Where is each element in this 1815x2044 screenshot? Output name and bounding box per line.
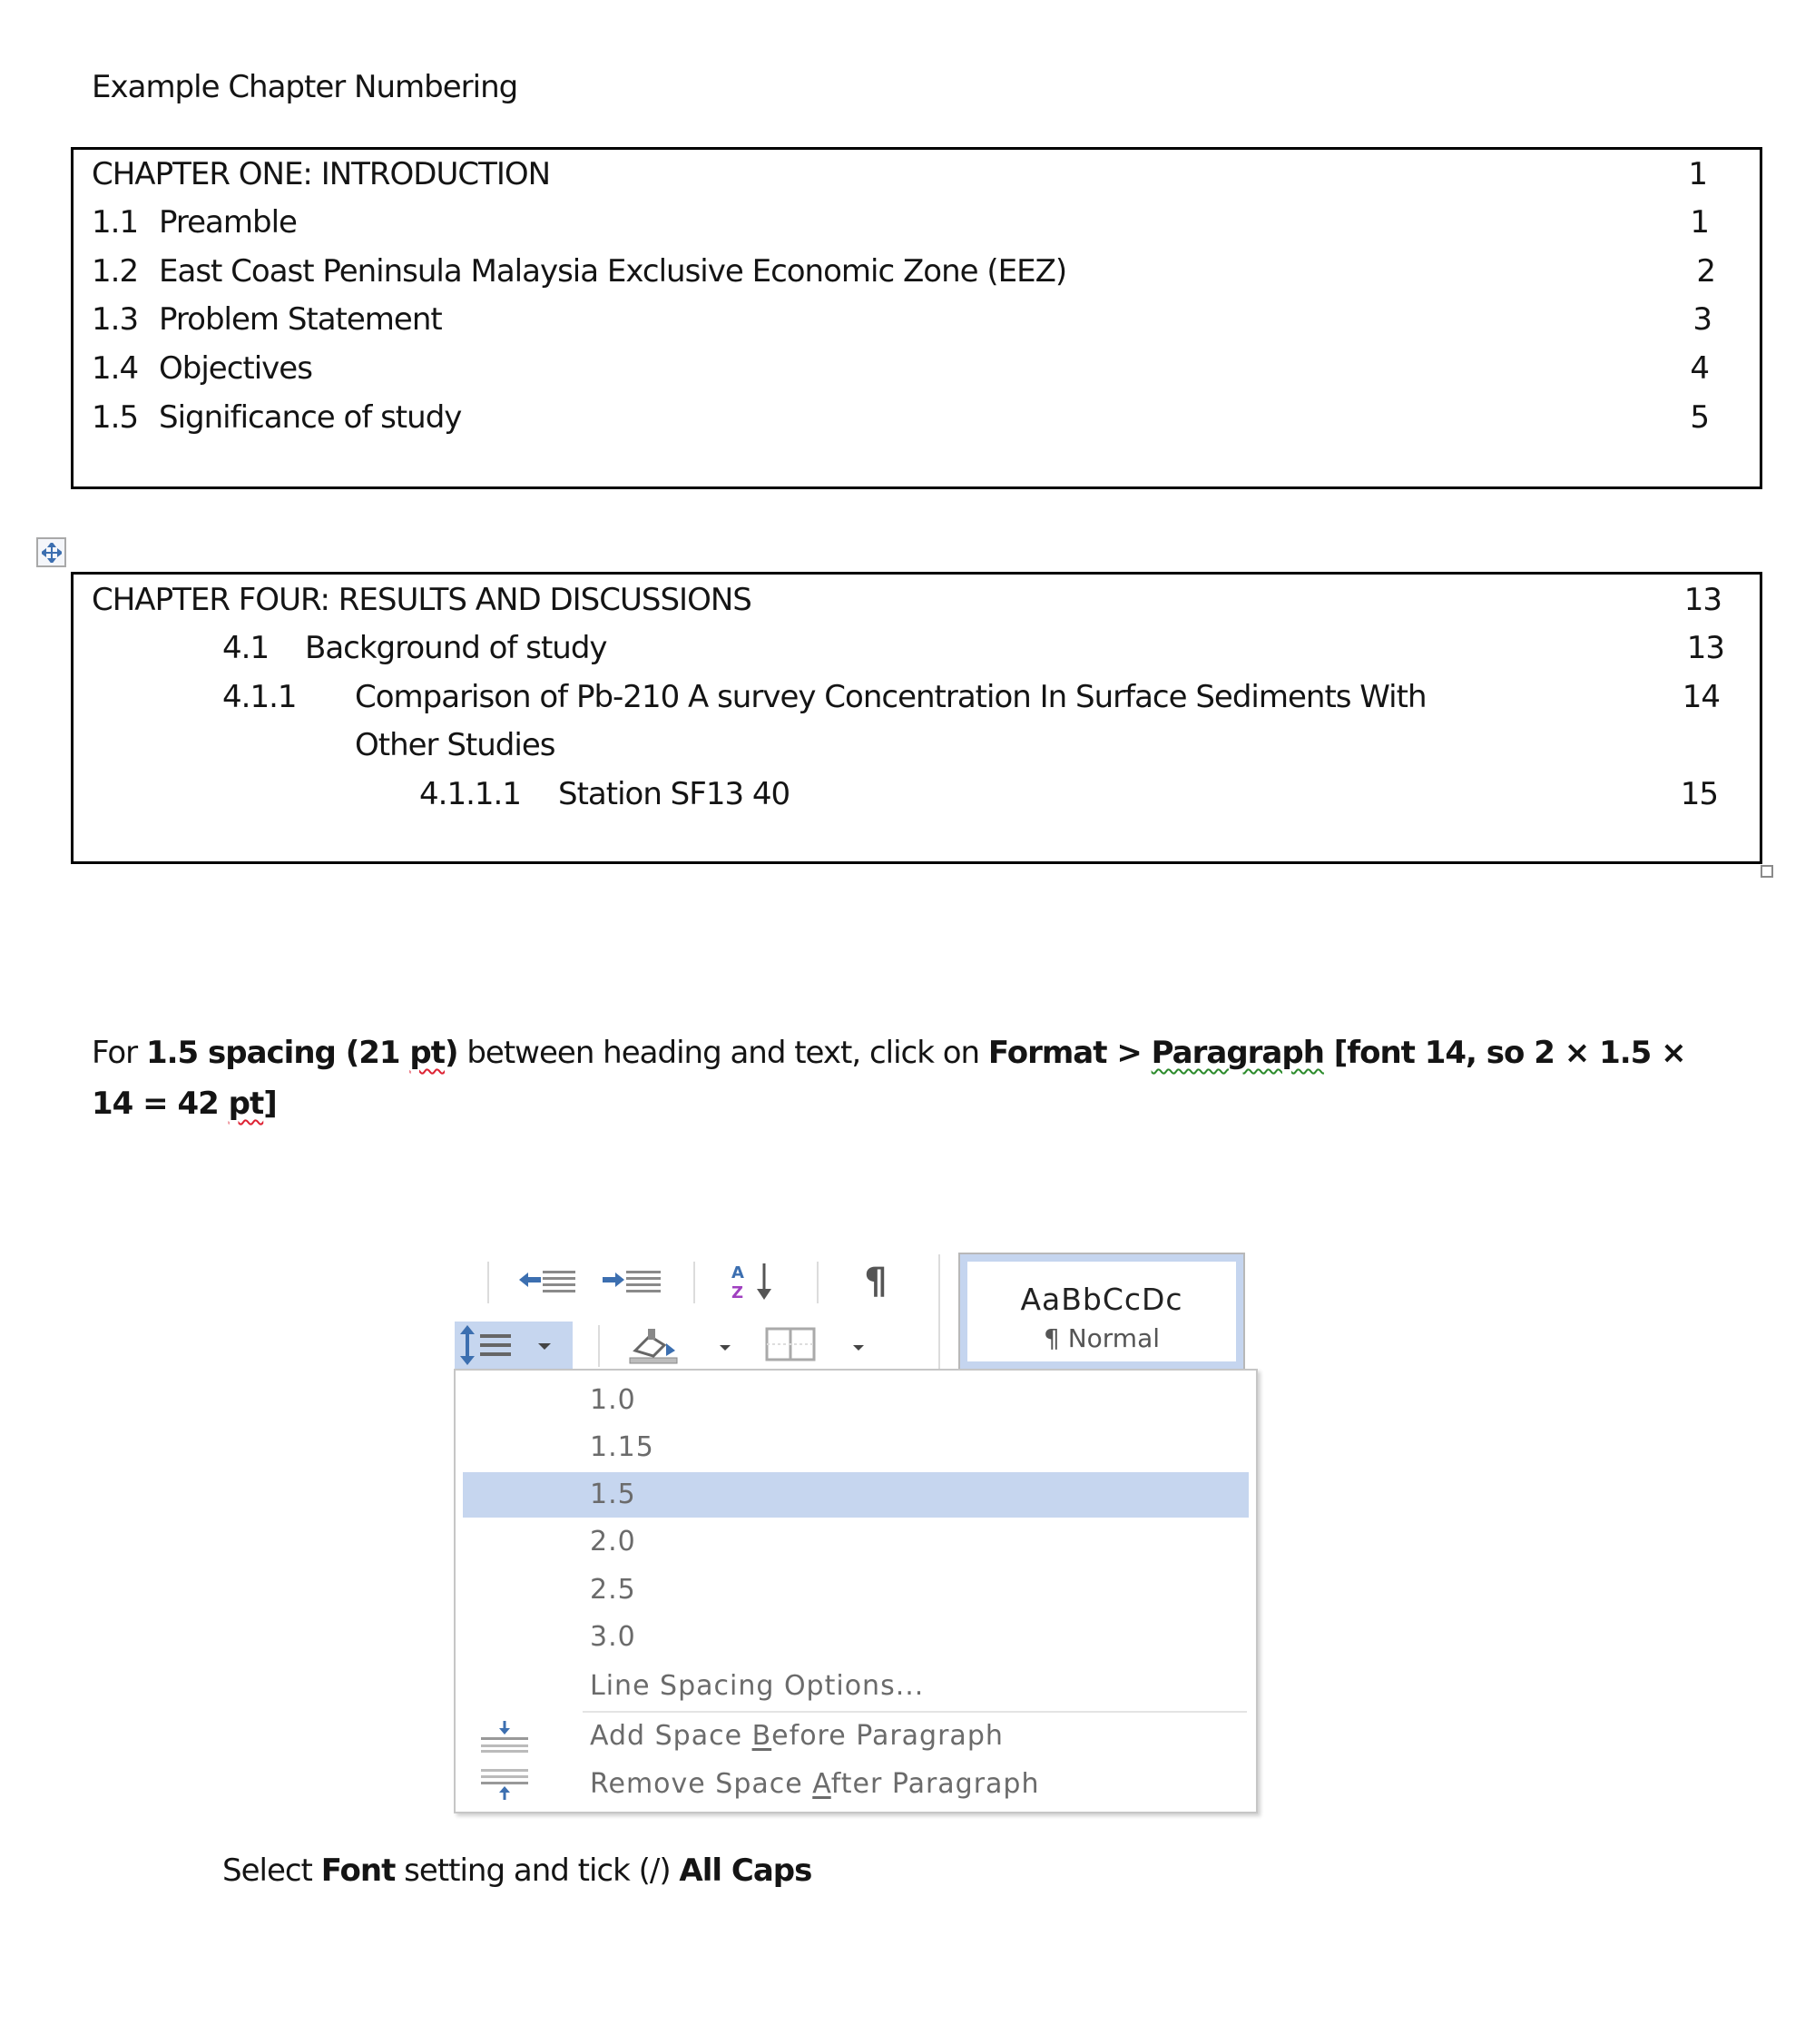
menu-item-label: 3.0: [590, 1621, 636, 1653]
menu-item-add-space-before[interactable]: [463, 1714, 1249, 1759]
toc-page-number: 1: [1688, 156, 1707, 192]
toc-entry-label: Objectives: [159, 350, 312, 387]
instruction-bold: ): [445, 1035, 458, 1071]
instruction-bold: [font 14, so 2 × 1.5 ×: [1323, 1035, 1686, 1071]
menu-item-label: 1.0: [590, 1384, 636, 1416]
table-resize-handle[interactable]: [1761, 865, 1773, 878]
svg-text:Z: Z: [731, 1283, 744, 1302]
table-move-handle-icon[interactable]: [36, 537, 66, 567]
menu-item-spacing-1-0[interactable]: [463, 1378, 1249, 1423]
toc-entry-label: Background of study: [305, 630, 607, 666]
remove-space-after-icon: [477, 1767, 532, 1802]
toc-page-number: 5: [1690, 399, 1709, 436]
toc-entry-number: 4.1.1: [222, 679, 297, 715]
instruction-text: Select: [222, 1852, 321, 1889]
menu-separator: [583, 1711, 1247, 1713]
menu-item-line-spacing-options[interactable]: [463, 1664, 1249, 1709]
instruction-text: setting and tick (/): [395, 1852, 680, 1889]
toc-heading: CHAPTER FOUR: RESULTS AND DISCUSSIONS: [92, 582, 751, 618]
style-normal-gallery-item[interactable]: [960, 1254, 1243, 1369]
menu-item-label: Add Space Before Paragraph: [590, 1720, 1004, 1752]
toc-entry-label: Comparison of Pb-210 A survey Concentration In Surface Sediments With: [355, 679, 1427, 715]
toc-page-number: 13: [1686, 630, 1724, 666]
menu-item-spacing-2-5[interactable]: [463, 1567, 1249, 1613]
toc-entry-label: Station SF13 40: [558, 776, 790, 812]
ribbon-separator: [487, 1262, 489, 1303]
line-spacing-icon: [455, 1322, 573, 1369]
toc-page-number: 13: [1683, 582, 1722, 618]
menu-item-spacing-1-5[interactable]: [463, 1472, 1249, 1518]
line-spacing-button[interactable]: [455, 1322, 573, 1369]
toc-table-chapter-four[interactable]: [71, 572, 1762, 864]
decrease-indent-icon[interactable]: [515, 1265, 579, 1298]
instruction-bold: Format >: [987, 1035, 1152, 1071]
toc-page-number: 3: [1692, 301, 1712, 338]
show-formatting-marks-icon[interactable]: ¶: [864, 1261, 888, 1302]
instruction-line-2: [92, 1086, 277, 1122]
toc-entry-number: 1.5: [92, 399, 139, 436]
menu-item-label: 1.5: [590, 1479, 636, 1510]
toc-entry-label-continued: Other Studies: [355, 727, 555, 763]
toc-entry-number: 1.4: [92, 350, 139, 387]
ribbon-separator: [938, 1254, 940, 1369]
svg-text:A: A: [731, 1263, 744, 1282]
borders-dropdown-arrow-icon[interactable]: [853, 1345, 864, 1351]
menu-item-label: Line Spacing Options...: [590, 1670, 925, 1702]
toc-entry-label: Problem Statement: [159, 301, 442, 338]
grammar-flag-paragraph: Paragraph: [1151, 1035, 1324, 1071]
instruction-bold: All Caps: [679, 1852, 812, 1889]
ribbon-separator: [693, 1262, 695, 1303]
style-name-label: ¶ Normal: [1043, 1323, 1161, 1353]
instruction-bold: 14 = 42: [92, 1086, 229, 1122]
sort-icon[interactable]: [726, 1260, 790, 1303]
toc-entry-number: 4.1.1.1: [419, 776, 521, 812]
menu-item-label: 1.15: [590, 1431, 654, 1463]
toc-page-number: 14: [1682, 679, 1720, 715]
menu-item-spacing-1-15[interactable]: [463, 1425, 1249, 1470]
line-spacing-menu: [454, 1369, 1258, 1813]
ribbon-separator: [817, 1262, 819, 1303]
toc-heading: CHAPTER ONE: INTRODUCTION: [92, 156, 551, 192]
spelling-flag-pt: pt: [228, 1086, 264, 1122]
style-preview-text: AaBbCcDc: [1020, 1282, 1183, 1317]
increase-indent-icon[interactable]: [599, 1265, 664, 1298]
toc-entry-number: 4.1: [222, 630, 270, 666]
instruction-text: For: [92, 1035, 146, 1071]
shading-dropdown-arrow-icon[interactable]: [720, 1345, 731, 1351]
toc-page-number: 4: [1690, 350, 1709, 387]
toc-entry-label: Preamble: [159, 204, 297, 241]
menu-item-label: 2.5: [590, 1574, 636, 1606]
add-space-before-icon: [477, 1719, 532, 1754]
toc-page-number: 2: [1696, 253, 1715, 290]
shading-icon[interactable]: [626, 1323, 684, 1365]
toc-page-number: 15: [1680, 776, 1718, 812]
menu-item-spacing-3-0[interactable]: [463, 1615, 1249, 1660]
instruction-text: between heading and text, click on: [457, 1035, 988, 1071]
toc-table-chapter-one[interactable]: [71, 147, 1762, 489]
toc-entry-number: 1.1: [92, 204, 139, 241]
font-instruction: [222, 1852, 811, 1889]
borders-icon[interactable]: [765, 1327, 816, 1361]
instruction-bold: 1.5 spacing (21: [145, 1035, 410, 1071]
spelling-flag-pt: pt: [409, 1035, 445, 1071]
toc-entry-number: 1.2: [92, 253, 139, 290]
instruction-bold: ]: [263, 1086, 277, 1122]
toc-entry-label: Significance of study: [159, 399, 462, 436]
ribbon-separator: [598, 1325, 600, 1367]
toc-entry-label: East Coast Peninsula Malaysia Exclusive Economic Zone (EEZ): [159, 253, 1067, 290]
menu-item-label: Remove Space After Paragraph: [590, 1768, 1040, 1800]
instruction-line-1: [92, 1035, 1686, 1071]
menu-item-label: 2.0: [590, 1526, 636, 1558]
toc-entry-number: 1.3: [92, 301, 139, 338]
menu-item-remove-space-after[interactable]: [463, 1762, 1249, 1807]
document-title: Example Chapter Numbering: [92, 69, 518, 105]
instruction-bold: Font: [320, 1852, 396, 1889]
menu-item-spacing-2-0[interactable]: [463, 1519, 1249, 1565]
toc-page-number: 1: [1690, 204, 1709, 241]
